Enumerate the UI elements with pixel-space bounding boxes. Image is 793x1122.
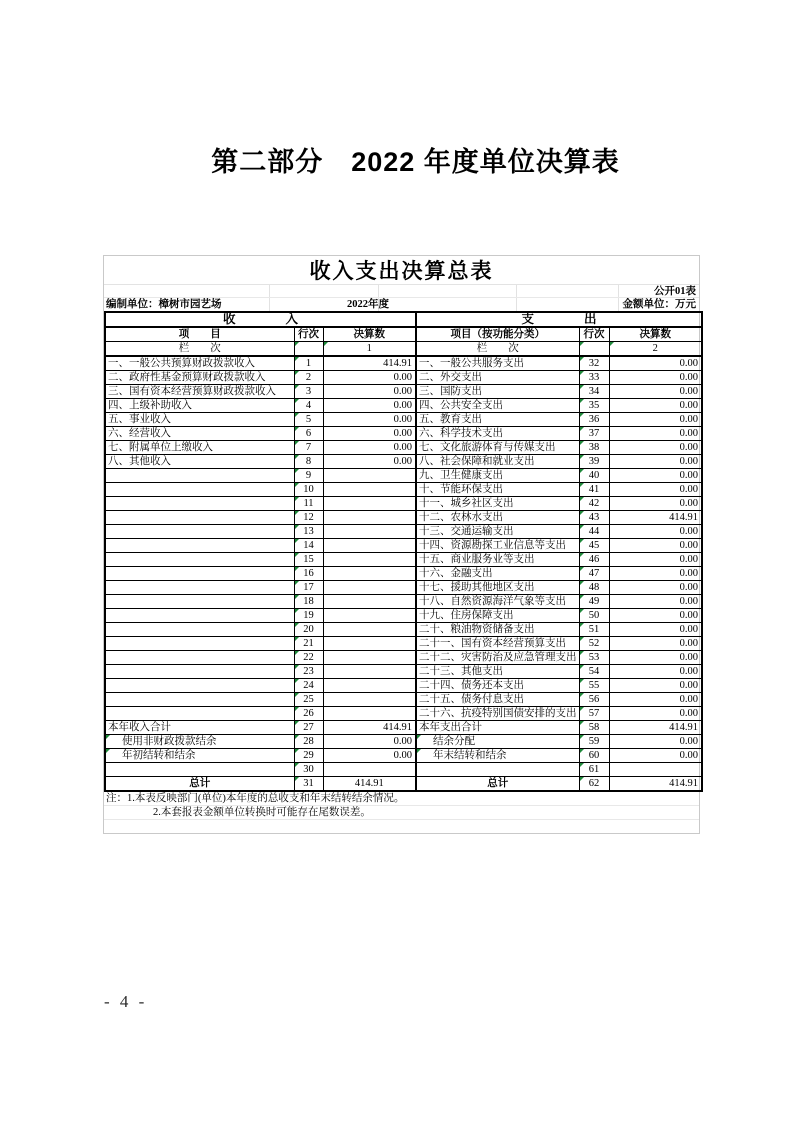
income-rowno-cell: 2 [294, 371, 323, 385]
expenditure-amount-cell: 0.00 [609, 595, 702, 609]
compiling-unit-label: 编制单位：樟树市园艺场 [106, 299, 222, 310]
amount-unit-label: 金额单位：万元 [622, 299, 696, 310]
expenditure-rowno-cell: 48 [579, 581, 609, 595]
expenditure-item-cell: 二十三、其他支出 [416, 665, 579, 679]
expenditure-item-cell: 三、国防支出 [416, 385, 579, 399]
income-rowno-cell: 27 [294, 721, 323, 735]
expenditure-item-cell: 四、公共安全支出 [416, 399, 579, 413]
table-row [105, 385, 702, 399]
expenditure-item-cell: 二十五、债务付息支出 [416, 693, 579, 707]
income-amount-cell: 0.00 [323, 735, 416, 749]
income-amount-cell: 0.00 [323, 399, 416, 413]
income-amount-cell: 0.00 [323, 385, 416, 399]
expenditure-rowno-cell: 56 [579, 693, 609, 707]
income-amount-cell: 0.00 [323, 413, 416, 427]
expenditure-amount-cell: 0.00 [609, 483, 702, 497]
expenditure-amount-cell: 0.00 [609, 693, 702, 707]
income-amount-cell: 414.91 [323, 356, 416, 371]
table-body [105, 356, 702, 791]
income-amount-cell: 414.91 [323, 721, 416, 735]
table-row [105, 469, 702, 483]
income-amount-cell [323, 525, 416, 539]
expenditure-item-cell: 一、一般公共服务支出 [416, 356, 579, 371]
expenditure-amount-cell: 0.00 [609, 469, 702, 483]
expenditure-rowno-cell: 33 [579, 371, 609, 385]
expenditure-rowno-cell: 38 [579, 441, 609, 455]
expenditure-rowno-cell: 35 [579, 399, 609, 413]
expenditure-item-cell: 二十四、债务还本支出 [416, 679, 579, 693]
income-item-cell [105, 567, 294, 581]
part-title: 第二部分 2022 年度单位决算表 [211, 147, 620, 177]
income-item-cell [105, 637, 294, 651]
expenditure-rowno-cell: 37 [579, 427, 609, 441]
income-amount-cell: 0.00 [323, 749, 416, 763]
income-rowno-cell: 13 [294, 525, 323, 539]
table-row [105, 497, 702, 511]
unit-info-row [104, 298, 699, 311]
expenditure-amount-cell: 0.00 [609, 665, 702, 679]
income-item-cell: 总计 [105, 777, 294, 792]
expenditure-item-header: 项目（按功能分类） [416, 327, 579, 342]
table-row [105, 371, 702, 385]
table-row [105, 539, 702, 553]
expenditure-item-cell: 十四、资源勘探工业信息等支出 [416, 539, 579, 553]
table-row [105, 721, 702, 735]
public-table-row [104, 285, 699, 298]
income-item-cell [105, 595, 294, 609]
income-rowno-cell: 9 [294, 469, 323, 483]
expenditure-rowno-cell: 55 [579, 679, 609, 693]
income-item-cell [105, 651, 294, 665]
expenditure-item-cell: 二、外交支出 [416, 371, 579, 385]
expenditure-amount-cell: 414.91 [609, 511, 702, 525]
expenditure-amount-cell: 0.00 [609, 581, 702, 595]
page-number: - 4 - [104, 992, 148, 1011]
income-item-cell [105, 483, 294, 497]
expenditure-item-cell: 十九、住房保障支出 [416, 609, 579, 623]
income-lanci-rowno-cell [294, 342, 323, 357]
income-rowno-cell: 16 [294, 567, 323, 581]
expenditure-rowno-cell: 60 [579, 749, 609, 763]
expenditure-amount-cell: 0.00 [609, 679, 702, 693]
income-item-cell: 一、一般公共预算财政拨款收入 [105, 356, 294, 371]
table-row [105, 413, 702, 427]
income-rowno-cell: 3 [294, 385, 323, 399]
table-row [105, 399, 702, 413]
income-item-cell: 本年收入合计 [105, 721, 294, 735]
gridline [378, 285, 379, 297]
expenditure-amount-cell [609, 763, 702, 777]
expenditure-item-cell: 年末结转和结余 [416, 749, 579, 763]
notes-block [104, 792, 699, 820]
column-header-row [105, 327, 702, 342]
expenditure-rowno-cell: 52 [579, 637, 609, 651]
income-rowno-cell: 14 [294, 539, 323, 553]
expenditure-amount-cell: 0.00 [609, 356, 702, 371]
expenditure-item-cell: 八、社会保障和就业支出 [416, 455, 579, 469]
income-item-cell [105, 665, 294, 679]
income-item-cell [105, 623, 294, 637]
expenditure-item-cell: 结余分配 [416, 735, 579, 749]
expenditure-item-cell: 十、节能环保支出 [416, 483, 579, 497]
expenditure-item-cell: 六、科学技术支出 [416, 427, 579, 441]
expenditure-amount-cell: 0.00 [609, 707, 702, 721]
statement-sheet [103, 255, 700, 834]
expenditure-amount-cell: 414.91 [609, 777, 702, 792]
income-rowno-cell: 23 [294, 665, 323, 679]
income-amount-cell [323, 763, 416, 777]
expenditure-amount-cell: 0.00 [609, 749, 702, 763]
income-item-cell [105, 693, 294, 707]
expenditure-item-cell: 十一、城乡社区支出 [416, 497, 579, 511]
table-row [105, 637, 702, 651]
income-item-cell: 四、上级补助收入 [105, 399, 294, 413]
expenditure-item-cell: 五、教育支出 [416, 413, 579, 427]
income-amount-cell: 0.00 [323, 441, 416, 455]
expenditure-item-cell: 本年支出合计 [416, 721, 579, 735]
expenditure-amount-cell: 0.00 [609, 623, 702, 637]
expenditure-item-cell: 二十二、灾害防治及应急管理支出 [416, 651, 579, 665]
note-line: 注：1.本表反映部门(单位)本年度的总收支和年末结转结余情况。 [104, 792, 699, 806]
income-amount-cell [323, 595, 416, 609]
income-rowno-cell: 15 [294, 553, 323, 567]
income-item-cell [105, 553, 294, 567]
expenditure-rowno-cell: 34 [579, 385, 609, 399]
income-item-cell: 二、政府性基金预算财政拨款收入 [105, 371, 294, 385]
expenditure-rowno-cell: 51 [579, 623, 609, 637]
expenditure-amount-cell: 0.00 [609, 539, 702, 553]
expenditure-item-cell [416, 763, 579, 777]
expenditure-lanci-rowno-cell [579, 342, 609, 357]
expenditure-item-cell: 二十一、国有资本经营预算支出 [416, 637, 579, 651]
expenditure-rowno-cell: 59 [579, 735, 609, 749]
income-item-cell [105, 469, 294, 483]
income-amount-cell [323, 623, 416, 637]
income-rowno-cell: 19 [294, 609, 323, 623]
gridline [269, 285, 270, 297]
income-item-cell [105, 511, 294, 525]
table-row [105, 693, 702, 707]
income-amount-cell [323, 651, 416, 665]
income-item-cell: 八、其他收入 [105, 455, 294, 469]
table-row [105, 567, 702, 581]
expenditure-rowno-cell: 42 [579, 497, 609, 511]
expenditure-amount-cell: 0.00 [609, 497, 702, 511]
income-amount-cell: 414.91 [323, 777, 416, 792]
income-rowno-cell: 22 [294, 651, 323, 665]
table-row [105, 707, 702, 721]
income-item-cell: 年初结转和结余 [105, 749, 294, 763]
expenditure-rowno-cell: 47 [579, 567, 609, 581]
income-rowno-cell: 4 [294, 399, 323, 413]
income-item-cell [105, 609, 294, 623]
expenditure-amount-cell: 0.00 [609, 637, 702, 651]
table-row [105, 679, 702, 693]
table-row [105, 441, 702, 455]
expenditure-amount-cell: 0.00 [609, 413, 702, 427]
table-row [105, 763, 702, 777]
table-row [105, 356, 702, 371]
income-rowno-cell: 29 [294, 749, 323, 763]
income-item-cell: 使用非财政拨款结余 [105, 735, 294, 749]
income-amount-header: 决算数 [323, 327, 416, 342]
table-row [105, 651, 702, 665]
income-rowno-cell: 25 [294, 693, 323, 707]
income-amount-cell: 0.00 [323, 455, 416, 469]
expenditure-rowno-cell: 57 [579, 707, 609, 721]
table-row [105, 483, 702, 497]
expenditure-rowno-cell: 41 [579, 483, 609, 497]
income-rowno-cell: 31 [294, 777, 323, 792]
expenditure-amount-cell: 0.00 [609, 553, 702, 567]
income-item-cell [105, 707, 294, 721]
expenditure-rowno-cell: 54 [579, 665, 609, 679]
expenditure-item-cell: 十五、商业服务业等支出 [416, 553, 579, 567]
income-rowno-cell: 17 [294, 581, 323, 595]
income-rowno-cell: 30 [294, 763, 323, 777]
column-index-row [105, 342, 702, 357]
expenditure-rowno-cell: 32 [579, 356, 609, 371]
group-header-row [105, 312, 702, 327]
gridline [269, 298, 270, 311]
income-amount-cell [323, 539, 416, 553]
income-lanci-label: 栏 次 [105, 342, 294, 357]
expenditure-rowno-header: 行次 [579, 327, 609, 342]
income-rowno-cell: 8 [294, 455, 323, 469]
expenditure-item-cell: 七、文化旅游体育与传媒支出 [416, 441, 579, 455]
income-rowno-cell: 11 [294, 497, 323, 511]
table-row [105, 511, 702, 525]
income-amount-cell: 0.00 [323, 371, 416, 385]
expenditure-rowno-cell: 36 [579, 413, 609, 427]
income-item-cell: 三、国有资本经营预算财政拨款收入 [105, 385, 294, 399]
expenditure-rowno-cell: 46 [579, 553, 609, 567]
table-row [105, 455, 702, 469]
expenditure-rowno-cell: 61 [579, 763, 609, 777]
income-item-cell [105, 679, 294, 693]
income-rowno-cell: 12 [294, 511, 323, 525]
gridline [618, 285, 619, 297]
table-row [105, 623, 702, 637]
income-amount-cell [323, 483, 416, 497]
expenditure-amount-cell: 0.00 [609, 455, 702, 469]
income-amount-cell [323, 567, 416, 581]
income-amount-cell [323, 511, 416, 525]
income-amount-cell [323, 665, 416, 679]
expenditure-amount-cell: 0.00 [609, 651, 702, 665]
gridline [516, 298, 517, 311]
income-rowno-cell: 7 [294, 441, 323, 455]
fiscal-year-label: 2022年度 [347, 299, 389, 310]
income-rowno-cell: 18 [294, 595, 323, 609]
expenditure-amount-cell: 0.00 [609, 609, 702, 623]
table-row [105, 427, 702, 441]
expenditure-item-cell: 十七、援助其他地区支出 [416, 581, 579, 595]
table-row [105, 525, 702, 539]
expenditure-rowno-cell: 44 [579, 525, 609, 539]
income-rowno-cell: 1 [294, 356, 323, 371]
table-row [105, 749, 702, 763]
table-row [105, 665, 702, 679]
public-table-label: 公开01表 [654, 286, 696, 297]
expenditure-group-header: 支 出 [416, 312, 702, 327]
expenditure-amount-cell: 0.00 [609, 441, 702, 455]
income-rowno-cell: 24 [294, 679, 323, 693]
income-amount-cell [323, 609, 416, 623]
expenditure-amount-header: 决算数 [609, 327, 702, 342]
income-rowno-cell: 26 [294, 707, 323, 721]
gridline [618, 298, 619, 311]
income-amount-cell: 0.00 [323, 427, 416, 441]
income-rowno-cell: 6 [294, 427, 323, 441]
income-rowno-cell: 5 [294, 413, 323, 427]
expenditure-item-cell: 十三、交通运输支出 [416, 525, 579, 539]
expenditure-rowno-cell: 39 [579, 455, 609, 469]
expenditure-amount-cell: 414.91 [609, 721, 702, 735]
income-rowno-cell: 20 [294, 623, 323, 637]
expenditure-lanci-label: 栏 次 [416, 342, 579, 357]
income-item-cell [105, 763, 294, 777]
gridline [516, 285, 517, 297]
income-item-cell: 五、事业收入 [105, 413, 294, 427]
expenditure-rowno-cell: 40 [579, 469, 609, 483]
expenditure-item-cell: 总计 [416, 777, 579, 792]
expenditure-rowno-cell: 50 [579, 609, 609, 623]
expenditure-item-cell: 十八、自然资源海洋气象等支出 [416, 595, 579, 609]
income-amount-cell [323, 707, 416, 721]
expenditure-amount-cell: 0.00 [609, 525, 702, 539]
table-row [105, 777, 702, 792]
income-item-header: 项 目 [105, 327, 294, 342]
note-line: 2.本套报表金额单位转换时可能存在尾数误差。 [104, 806, 699, 820]
expenditure-rowno-cell: 58 [579, 721, 609, 735]
expenditure-item-cell: 十六、金融支出 [416, 567, 579, 581]
income-column-index: 1 [323, 342, 416, 357]
expenditure-rowno-cell: 49 [579, 595, 609, 609]
expenditure-amount-cell: 0.00 [609, 385, 702, 399]
expenditure-rowno-cell: 45 [579, 539, 609, 553]
income-rowno-cell: 10 [294, 483, 323, 497]
expenditure-column-index: 2 [609, 342, 702, 357]
expenditure-amount-cell: 0.00 [609, 735, 702, 749]
income-amount-cell [323, 469, 416, 483]
income-amount-cell [323, 637, 416, 651]
income-item-cell [105, 497, 294, 511]
income-amount-cell [323, 693, 416, 707]
table-row [105, 595, 702, 609]
expenditure-rowno-cell: 62 [579, 777, 609, 792]
table-row [105, 609, 702, 623]
expenditure-item-cell: 九、卫生健康支出 [416, 469, 579, 483]
income-expenditure-table [104, 311, 703, 792]
income-item-cell: 七、附属单位上缴收入 [105, 441, 294, 455]
expenditure-item-cell: 二十六、抗疫特别国债安排的支出 [416, 707, 579, 721]
income-rowno-header: 行次 [294, 327, 323, 342]
sheet-tail-space [104, 820, 699, 833]
sheet-title: 收入支出决算总表 [104, 256, 699, 285]
income-item-cell [105, 525, 294, 539]
income-amount-cell [323, 497, 416, 511]
income-amount-cell [323, 553, 416, 567]
income-amount-cell [323, 581, 416, 595]
table-row [105, 581, 702, 595]
expenditure-amount-cell: 0.00 [609, 567, 702, 581]
expenditure-amount-cell: 0.00 [609, 399, 702, 413]
expenditure-item-cell: 二十、粮油物资储备支出 [416, 623, 579, 637]
income-rowno-cell: 21 [294, 637, 323, 651]
expenditure-item-cell: 十二、农林水支出 [416, 511, 579, 525]
income-group-header: 收 入 [105, 312, 416, 327]
expenditure-rowno-cell: 53 [579, 651, 609, 665]
income-amount-cell [323, 679, 416, 693]
table-row [105, 735, 702, 749]
table-row [105, 553, 702, 567]
expenditure-amount-cell: 0.00 [609, 427, 702, 441]
expenditure-amount-cell: 0.00 [609, 371, 702, 385]
income-rowno-cell: 28 [294, 735, 323, 749]
income-item-cell [105, 581, 294, 595]
expenditure-rowno-cell: 43 [579, 511, 609, 525]
income-item-cell: 六、经营收入 [105, 427, 294, 441]
income-item-cell [105, 539, 294, 553]
